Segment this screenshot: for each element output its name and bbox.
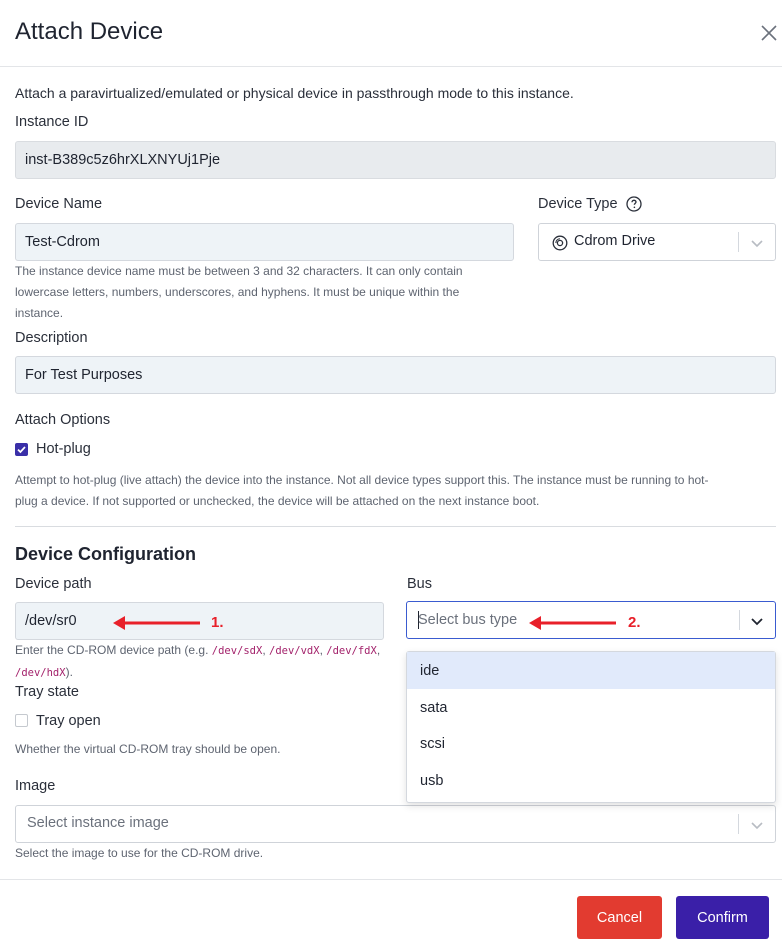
device-type-value: Cdrom Drive [574,233,656,249]
tray-open-checkbox[interactable] [15,714,28,727]
image-select[interactable] [15,805,776,843]
chevron-down-icon [748,816,766,834]
description-label: Description [15,330,88,346]
description-input[interactable]: For Test Purposes [15,356,776,394]
tray-open-label[interactable]: Tray open [36,713,101,729]
chevron-down-icon [748,612,766,630]
bus-label: Bus [407,576,432,592]
tray-state-label: Tray state [15,684,79,700]
device-name-help: The instance device name must be between 3 and 32 characters. It can only contain lowercase letters, numbers, underscores, and hyphens. It must be unique within the instance. [15,264,463,320]
annotation-arrow-2 [526,612,618,634]
image-placeholder: Select instance image [27,815,169,831]
device-type-select[interactable] [538,223,776,261]
bus-option-sata[interactable]: sata [420,699,448,716]
footer-divider [0,879,782,880]
bus-option-ide[interactable]: ide [407,652,775,689]
cancel-button[interactable]: Cancel [577,896,662,939]
close-icon[interactable] [758,22,780,44]
dialog-header [0,0,782,67]
device-name-input[interactable]: Test-Cdrom [15,223,514,261]
bus-placeholder: Select bus type [418,612,518,628]
annotation-step-1: 1. [211,614,224,631]
dialog-intro: Attach a paravirtualized/emulated or physical device in passthrough mode to this instance. [15,85,574,101]
help-circle-icon[interactable] [626,196,642,212]
section-title: Device Configuration [15,544,197,564]
annotation-arrow-1 [110,612,202,634]
attach-options-label: Attach Options [15,412,111,428]
instance-id-field: inst-B389c5z6hrXLXNYUj1Pje [15,141,776,179]
attach-options-help: Attempt to hot-plug (live attach) the device into the instance. Not all device types support this. The instance must be running to hot- plug a device. If not supported or unchecked, the device will be attached on the next instance boot. [15,473,709,508]
hotplug-label[interactable]: Hot-plug [36,441,91,457]
image-label: Image [15,778,56,794]
confirm-button[interactable]: Confirm [676,896,769,939]
section-divider [15,526,776,527]
bus-option-scsi[interactable]: scsi [420,735,445,752]
instance-id-label: Instance ID [15,114,89,130]
annotation-step-2: 2. [628,614,641,631]
device-path-input[interactable]: /dev/sr0 [15,602,384,640]
bus-dropdown-menu [406,651,776,803]
tray-state-help: Whether the virtual CD-ROM tray should be open. [15,742,281,756]
device-path-label: Device path [15,576,92,592]
check-icon [16,444,27,455]
image-help: Select the image to use for the CD-ROM drive. [15,846,264,860]
device-path-help: Enter the CD-ROM device path (e.g. /dev/sdX, /dev/vdX, /dev/fdX, /dev/hdX). [15,643,381,679]
device-type-label: Device Type [538,196,642,212]
chevron-down-icon [748,234,766,252]
disc-icon [552,235,568,251]
dialog-title: Attach Device [15,18,164,45]
device-name-label: Device Name [15,196,103,212]
hotplug-checkbox[interactable] [15,443,28,456]
bus-option-usb[interactable]: usb [420,772,444,789]
